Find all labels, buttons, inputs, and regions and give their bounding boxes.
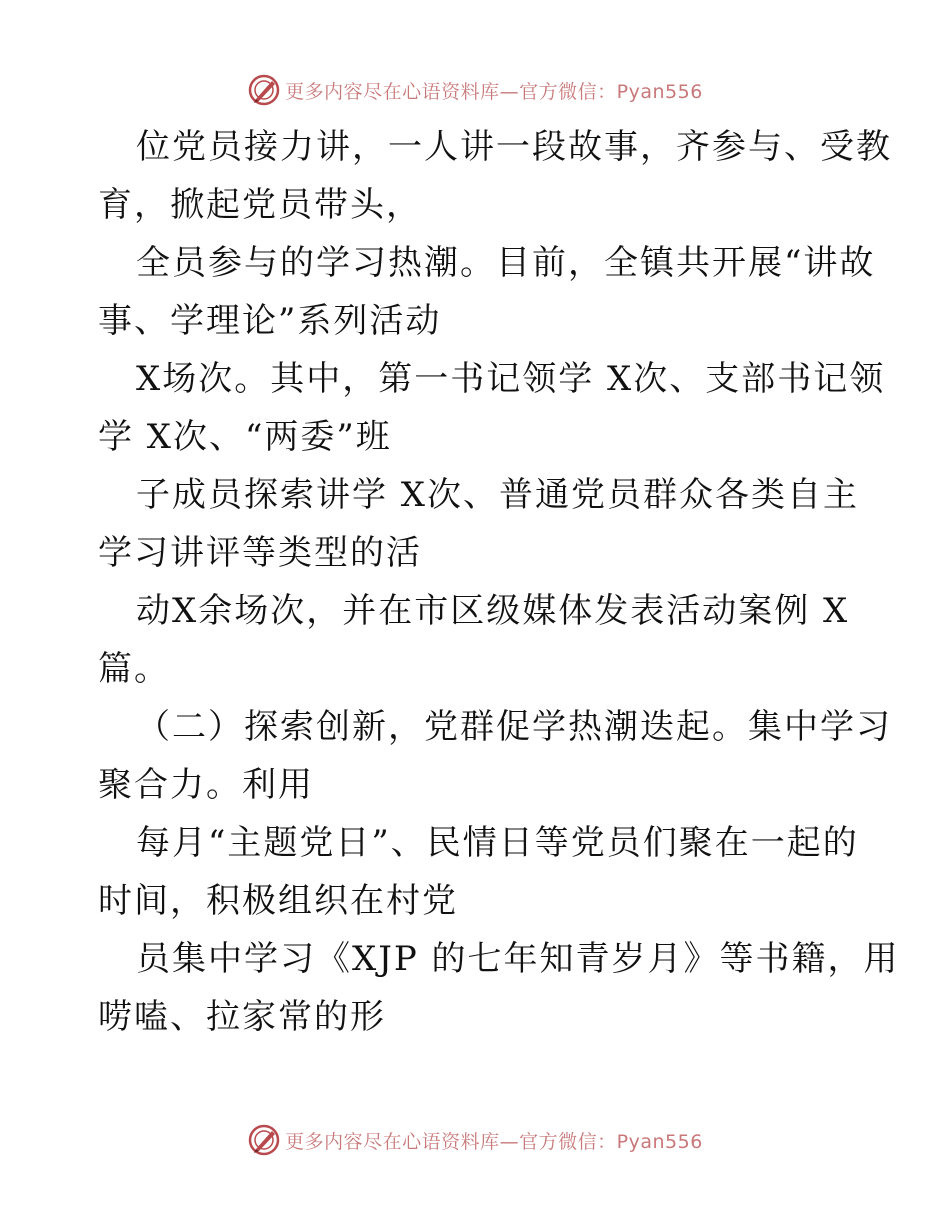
body-line: 每月“主题党日”、民情日等党员们聚在一起的 (136, 823, 859, 863)
body-line: 子成员探索讲学 X次、普通党员群众各类自主 (136, 475, 860, 515)
pen-logo-icon (247, 73, 281, 107)
pen-logo-icon (247, 1123, 281, 1157)
body-line: 聚合力。利用 (98, 765, 314, 805)
header-watermark (0, 70, 950, 110)
body-line: 学 X次、“两委”班 (98, 417, 392, 457)
body-line: 事、学理论”系列活动 (98, 301, 442, 341)
body-line: X场次。其中，第一书记领学 X次、支部书记领 (136, 359, 886, 399)
body-line: （二）探索创新，党群促学热潮迭起。集中学习 (136, 707, 892, 747)
body-line: 学习讲评等类型的活 (98, 533, 422, 573)
body-line: 全员参与的学习热潮。目前，全镇共开展“讲故 (136, 243, 876, 283)
body-line: 唠嗑、拉家常的形 (98, 997, 386, 1037)
body-line: 篇。 (98, 649, 170, 689)
footer-watermark (0, 1120, 950, 1160)
watermark-text: 更多内容尽在心语资料库—官方微信：Pyan556 (285, 80, 703, 103)
document-body (98, 118, 900, 1046)
body-line: 动X余场次，并在市区级媒体发表活动案例 X (136, 591, 850, 631)
body-line: 时间，积极组织在村党 (98, 881, 458, 921)
body-line: 员集中学习《XJP 的七年知青岁月》等书籍，用 (136, 939, 900, 979)
body-line: 育，掀起党员带头， (98, 185, 422, 225)
body-line: 位党员接力讲，一人讲一段故事，齐参与、受教 (136, 127, 892, 167)
watermark-text: 更多内容尽在心语资料库—官方微信：Pyan556 (285, 1130, 703, 1153)
